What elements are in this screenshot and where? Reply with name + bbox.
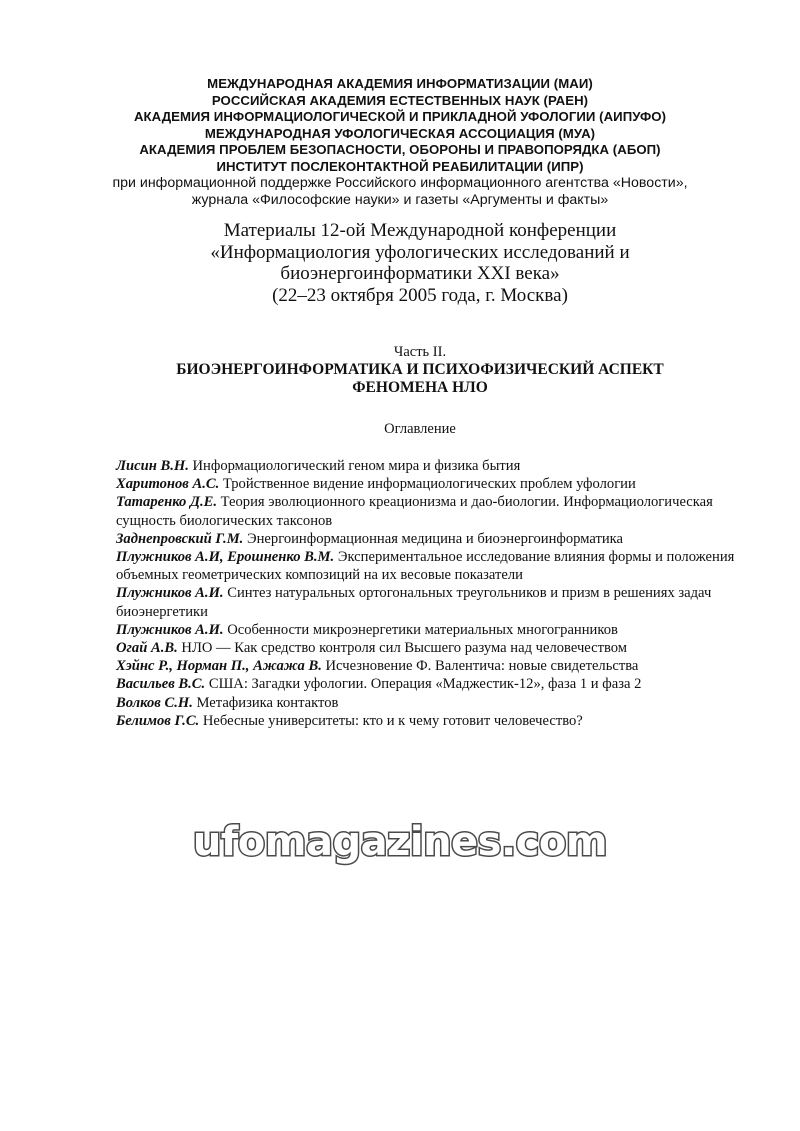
conference-line: Материалы 12-ой Международной конференции: [223, 220, 617, 241]
toc-entry-title: Небесные университеты: кто и к чему готовит человечество?: [199, 712, 583, 729]
toc-entry[interactable]: [116, 475, 746, 493]
organization-line: МЕЖДУНАРОДНАЯ АКАДЕМИЯ ИНФОРМАТИЗАЦИИ (МАИ): [207, 76, 593, 91]
toc-entry[interactable]: [116, 657, 746, 675]
support-line: журнала «Философские науки» и газеты «Аргументы и факты»: [191, 192, 609, 208]
conference-title: [0, 220, 800, 306]
toc-author: Заднепровский Г.М.: [116, 530, 244, 547]
organization-line: АКАДЕМИЯ ИНФОРМАЦИОЛОГИЧЕСКОЙ И ПРИКЛАДНОЙ УФОЛОГИИ (АИПУФО): [133, 109, 667, 124]
toc-author: Лисин В.Н.: [116, 458, 189, 474]
toc-entry[interactable]: [116, 493, 746, 529]
toc-entry[interactable]: [116, 584, 746, 620]
table-of-contents: [116, 457, 746, 730]
watermark: ufomagazines.com: [192, 819, 608, 865]
toc-author: Плужников А.И.: [116, 585, 224, 602]
toc-entry-title: Синтез натуральных ортогональных треугольников и призм в решениях задач биоэнергетики: [116, 585, 712, 620]
toc-entry-title: Теория эволюционного креационизма и дао-биологии. Информациологическая сущность биологических таксонов: [116, 494, 713, 529]
organization-line: АКАДЕМИЯ ПРОБЛЕМ БЕЗОПАСНОСТИ, ОБОРОНЫ И ПРАВОПОРЯДКА (АБОП): [139, 142, 661, 157]
conference-line: «Информациология уфологических исследований и: [210, 241, 630, 263]
toc-author: Хэйнс Р., Норман П., Ажажа В.: [116, 658, 322, 675]
toc-entry-title: Метафизика контактов: [192, 694, 339, 711]
toc-author: Белимов Г.С.: [116, 712, 200, 729]
toc-entry-title: НЛО — Как средство контроля сил Высшего разума над человечеством: [177, 640, 628, 657]
support-line: при информационной поддержке Российского информационного агентства «Новости»,: [112, 175, 688, 191]
toc-author: Татаренко Д.Е.: [116, 494, 217, 511]
toc-author: Васильев В.С.: [116, 676, 206, 693]
conference-line: (22–23 октября 2005 года, г. Москва): [272, 284, 568, 306]
toc-entry[interactable]: [116, 457, 746, 475]
toc-title: Оглавление: [384, 421, 456, 437]
toc-author: Огай А.В.: [116, 640, 178, 657]
toc-author: Плужников А.И.: [116, 621, 224, 638]
part-label: Часть II.: [393, 344, 447, 360]
toc-entry-title: Исчезновение Ф. Валентича: новые свидетельства: [321, 658, 639, 675]
conference-line: биоэнергоинформатики XXI века»: [280, 263, 560, 285]
toc-entry[interactable]: [116, 548, 746, 584]
part-title-line: ФЕНОМЕНА НЛО: [352, 378, 488, 396]
toc-entry[interactable]: [116, 712, 746, 730]
part-title-line: БИОЭНЕРГОИНФОРМАТИКА И ПСИХОФИЗИЧЕСКИЙ АСПЕКТ: [176, 361, 664, 378]
toc-entry[interactable]: [116, 530, 746, 548]
part-heading: [0, 344, 800, 396]
toc-entry-title: Энергоинформационная медицина и биоэнергоинформатика: [243, 530, 624, 547]
toc-author: Волков С.Н.: [116, 694, 193, 711]
toc-author: Плужников А.И, Ерошненко В.М.: [116, 549, 335, 566]
toc-entry-title: Информациологический геном мира и физика бытия: [188, 458, 521, 474]
organizations-header: [0, 76, 800, 209]
toc-entry-title: США: Загадки уфологии. Операция «Маджестик-12», фаза 1 и фаза 2: [205, 676, 642, 693]
organization-line: ИНСТИТУТ ПОСЛЕКОНТАКТНОЙ РЕАБИЛИТАЦИИ (ИПР): [216, 158, 584, 174]
toc-entry[interactable]: [116, 675, 746, 693]
organization-line: МЕЖДУНАРОДНАЯ УФОЛОГИЧЕСКАЯ АССОЦИАЦИЯ (МУА): [204, 125, 596, 141]
toc-entry-title: Особенности микроэнергетики материальных многогранников: [223, 621, 618, 638]
toc-entry[interactable]: [116, 694, 746, 712]
organization-line: РОССИЙСКАЯ АКАДЕМИЯ ЕСТЕСТВЕННЫХ НАУК (РАЕН): [211, 92, 589, 108]
toc-entry-title: Экспериментальное исследование влияния формы и положения объемных геометрических композиций на их весовые показатели: [116, 549, 735, 584]
toc-entry[interactable]: [116, 621, 746, 639]
toc-entry-title: Тройственное видение информациологических проблем уфологии: [219, 476, 636, 493]
toc-author: Харитонов А.С.: [116, 476, 220, 493]
toc-entry[interactable]: [116, 639, 746, 657]
